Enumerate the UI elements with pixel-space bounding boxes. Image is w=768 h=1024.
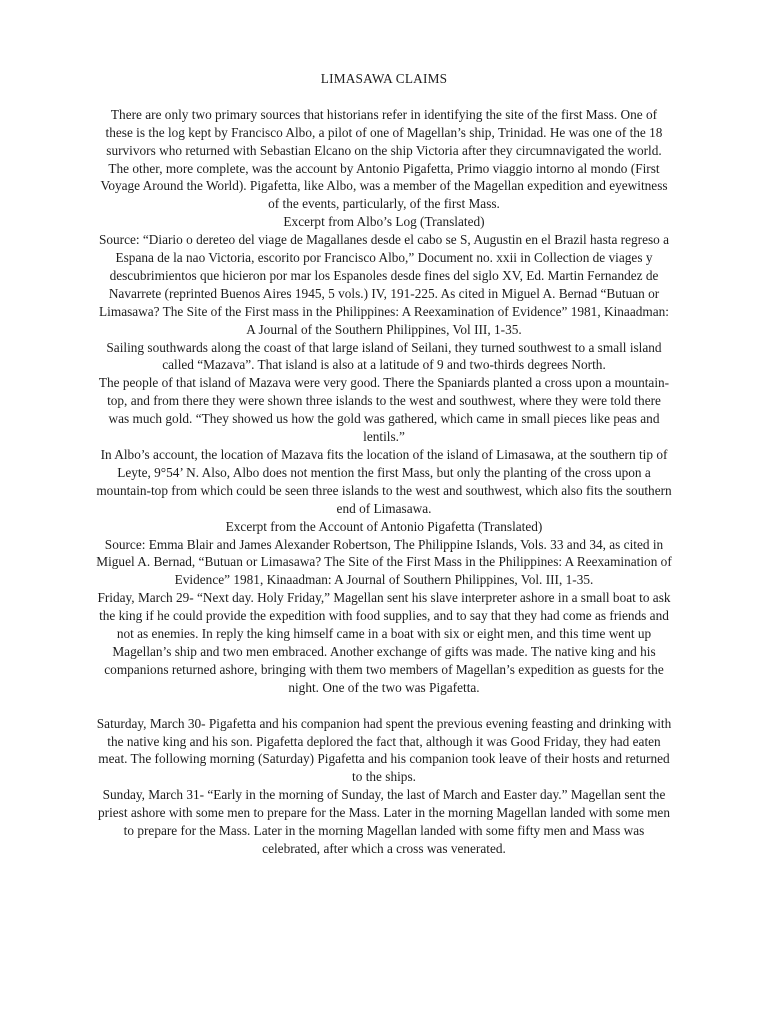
saturday-paragraph: Saturday, March 30- Pigafetta and his companion had spent the previous evening feasting and drinking with the native king and his son. Pigafetta deplored the fact that, although it was Good Friday, they had eaten meat. The following morning (Saturday) Pigafetta and his companion took leave of their hosts and returned to the ships. [96, 715, 672, 785]
albo-excerpt-paragraph: The people of that island of Mazava were very good. There the Spaniards planted a cross upon a mountain-top, and from there they were shown three islands to the west and southwest, where they were told there was much gold. “They showed us how the gold was gathered, which came in small pieces like peas and lentils.” [98, 375, 670, 445]
albo-excerpt-paragraph: Sailing southwards along the coast of that large island of Seilani, they turned southwest to a small island called “Mazava”. That island is also at a latitude of 9 and two-thirds degrees North. [106, 339, 662, 373]
pigafetta-source-citation: Source: Emma Blair and James Alexander Robertson, The Philippine Islands, Vols. 33 and 34, as cited in Miguel A. Bernad, “Butuan or Limasawa? The Site of the First Mass in the Philippines: A Reexamination of Evidence” 1981, Kinaadman: A Journal of Southern Philippines, Vol. III, 1-35. [96, 536, 672, 588]
document-title: LIMASAWA CLAIMS [320, 71, 448, 86]
albo-source-citation: Source: “Diario o dereteo del viage de Magallanes desde el cabo se S, Augustin en el Brazil hasta regreso a Espana de la nao Victoria, escorito por Francisco Albo,” Document no. xxii in Collection de viages y descubrimientos que hicieron por mar los Espanoles desde fines del siglo XV, Ed. Martin Fernandez de Navarrete (reprinted Buenos Aires 1945, 5 vols.) IV, 191-225. As cited in Miguel A. Bernad “Butuan or Limasawa? The Site of the First mass in the Philippines: A Reexamination of Evidence” 1981, Kinaadman: A Journal of the Southern Philippines, Vol III, 1-35. [98, 232, 670, 337]
pigafetta-excerpt-heading: Excerpt from the Account of Antonio Pigafetta (Translated) [225, 518, 543, 534]
sunday-paragraph: Sunday, March 31- “Early in the morning of Sunday, the last of March and Easter day.” Magellan sent the priest ashore with some men to prepare for the Mass. Later in the morning Magellan landed with some men to prepare for the Mass. Later in the morning Magellan landed with some fifty men and Mass was celebrated, after which a cross was venerated. [98, 787, 670, 856]
document-page [96, 70, 672, 858]
albo-analysis-paragraph: In Albo’s account, the location of Mazava fits the location of the island of Limasawa, at the southern tip of Leyte, 9°54’ N. Also, Albo does not mention the first Mass, but only the planting of the cross upon a mountain-top from which could be seen three islands to the west and southwest, which also fits the southern end of Limasawa. [96, 447, 672, 516]
friday-paragraph: Friday, March 29- “Next day. Holy Friday,” Magellan sent his slave interpreter ashore in a small boat to ask the king if he could provide the expedition with food supplies, and to say that they had come as friends and not as enemies. In reply the king himself came in a boat with six or eight men, and this time went up Magellan’s ship and two men embraced. Another exchange of gifts was made. The native king and his companions returned ashore, bringing with them two members of Magellan’s expedition as guests for the night. One of the two was Pigafetta. [97, 590, 671, 695]
intro-paragraph: There are only two primary sources that historians refer in identifying the site of the first Mass. One of these is the log kept by Francisco Albo, a pilot of one of Magellan’s ship, Trinidad. He was one of the 18 survivors who returned with Sebastian Elcano on the ship Victoria after they circumnavigated the world. The other, more complete, was the account by Antonio Pigafetta, Primo viaggio intorno al mondo (First Voyage Around the World). Pigafetta, like Albo, was a member of the Magellan expedition and eyewitness of the events, particularly, of the first Mass. [100, 106, 668, 212]
albo-excerpt-heading: Excerpt from Albo’s Log (Translated) [283, 214, 485, 230]
